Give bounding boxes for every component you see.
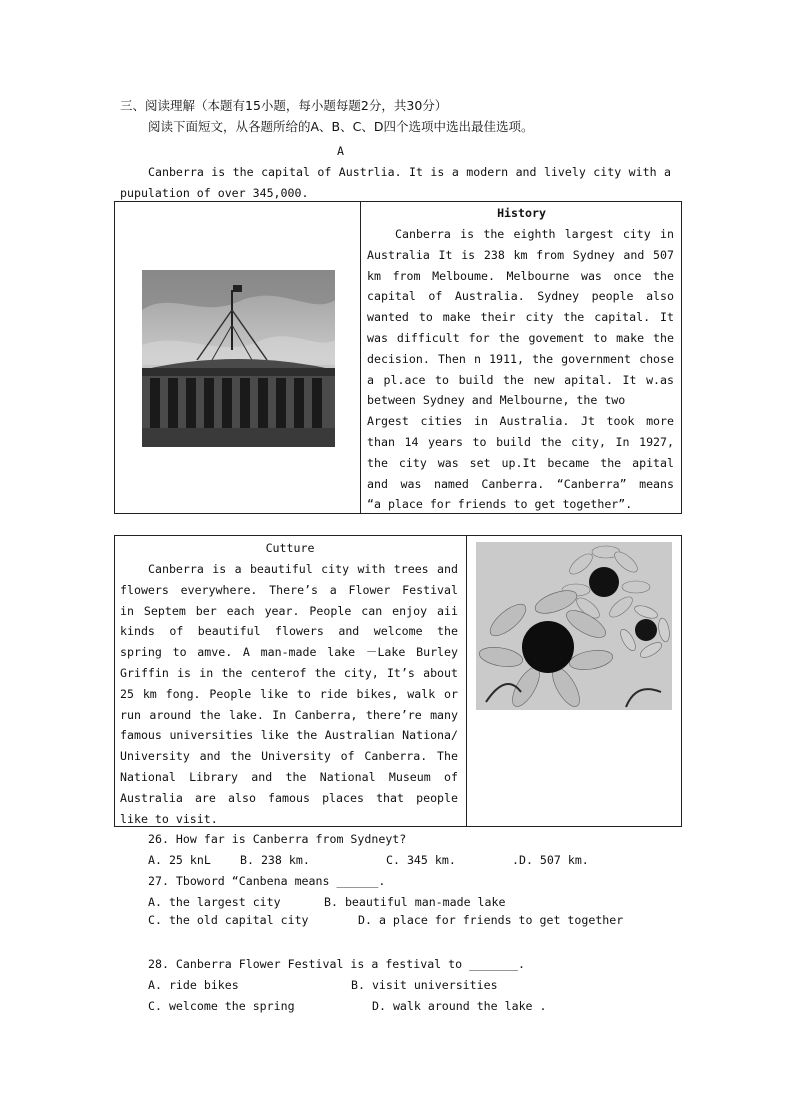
intro-line: Canberra is the capital of Austrlia. It is a modern and lively city with a [148, 165, 671, 179]
history-line: Australia It is 238 km from Sydney and 507 [367, 247, 674, 262]
culture-divider [466, 535, 467, 827]
culture-line: kinds of beautiful flowers and welcome the [120, 624, 458, 639]
question-26-option-c: C. 345 km. [386, 853, 456, 867]
question-27-option-d: D. a place for friends to get together [358, 913, 624, 927]
history-line: km from Melboume. Melbourne was once the [367, 268, 674, 283]
culture-line: 25 km fong. People like to ride bikes, walk or [120, 686, 458, 701]
culture-line: famous universities like the Australian Nationa/ [120, 728, 458, 743]
section-heading: 三、阅读理解（本题有15小题，每小题每题2分，共30分） [120, 98, 448, 113]
question-27-option-c: C. the old capital city [148, 913, 309, 927]
question-28-option-b: B. visit universities [351, 978, 498, 992]
sunflowers-image [476, 542, 672, 710]
history-line: and was named Canberra. “Canberra” means [367, 476, 674, 491]
history-line: was difficult for the govement to make the [367, 330, 674, 345]
question-28-option-c: C. welcome the spring [148, 999, 295, 1013]
culture-line: spring to amve. A man-made lake －Lake Burley [120, 645, 458, 660]
history-line: than 14 years to build the city, In 1927, [367, 434, 674, 449]
history-line: “a place for friends to get together”. [367, 497, 633, 512]
question-26-option-a: A. 25 knL [148, 853, 211, 867]
question-27-stem: 27. Tboword “Canbena means ______. [148, 874, 386, 888]
question-27-option-b: B. beautiful man-made lake [324, 895, 506, 909]
question-26-option-d: .D. 507 km. [512, 853, 589, 867]
question-28-option-a: A. ride bikes [148, 978, 239, 992]
intro-line: pupulation of over 345,000. [120, 185, 309, 200]
parliament-house-photo [142, 270, 335, 447]
question-27-option-a: A. the largest city [148, 895, 281, 909]
culture-line: run around the lake. In Canberra, there’re many [120, 707, 458, 722]
question-28-stem: 28. Canberra Flower Festival is a festival to _______. [148, 957, 525, 971]
history-line: the city was set up.It became the apital [367, 455, 674, 470]
history-line: wanted to make their city the capital. It [367, 310, 674, 325]
question-26-option-b: B. 238 km. [240, 853, 310, 867]
history-divider [360, 201, 361, 514]
history-paragraph [367, 224, 674, 515]
question-28-option-d: D. walk around the lake . [372, 999, 547, 1013]
section-instruction: 阅读下面短文，从各题所给的A、B、C、D四个选项中选出最佳选项。 [148, 119, 534, 134]
culture-line: like to visit. [120, 811, 218, 826]
culture-line: Griffin is in the centerof the city, It’s about [120, 665, 458, 680]
intro-paragraph [120, 162, 671, 204]
culture-line: in Septem ber each year. People can enjoy aii [120, 603, 458, 618]
history-line: Canberra is the eighth largest city in [395, 227, 674, 241]
history-title: History [497, 206, 546, 220]
sunflowers-photo [476, 542, 672, 710]
culture-line: Australia are also famous places that people [120, 790, 458, 805]
history-line: capital of Australia. Sydney people also [367, 289, 674, 304]
culture-line: flowers everywhere. There’s a Flower Festival [120, 582, 458, 597]
culture-line: National Library and the National Museum of [120, 769, 458, 784]
passage-letter: A [337, 144, 344, 158]
history-line: a pl.ace to build the new apital. It w.as [367, 372, 674, 387]
culture-line: Canberra is a beautiful city with trees and [148, 562, 458, 576]
history-line: decision. Then n 1911, the government chose [367, 351, 674, 366]
question-26-stem: 26. How far is Canberra from Sydneyt? [148, 832, 407, 846]
culture-title: Cutture [265, 541, 315, 555]
culture-paragraph [120, 559, 458, 829]
parliament-image [142, 270, 335, 447]
culture-line: University and the University of Canberra. The [120, 749, 458, 764]
history-line: between Sydney and Melbourne, the two [367, 393, 626, 408]
history-line: Argest cities in Australia. Jt took more [367, 414, 674, 429]
